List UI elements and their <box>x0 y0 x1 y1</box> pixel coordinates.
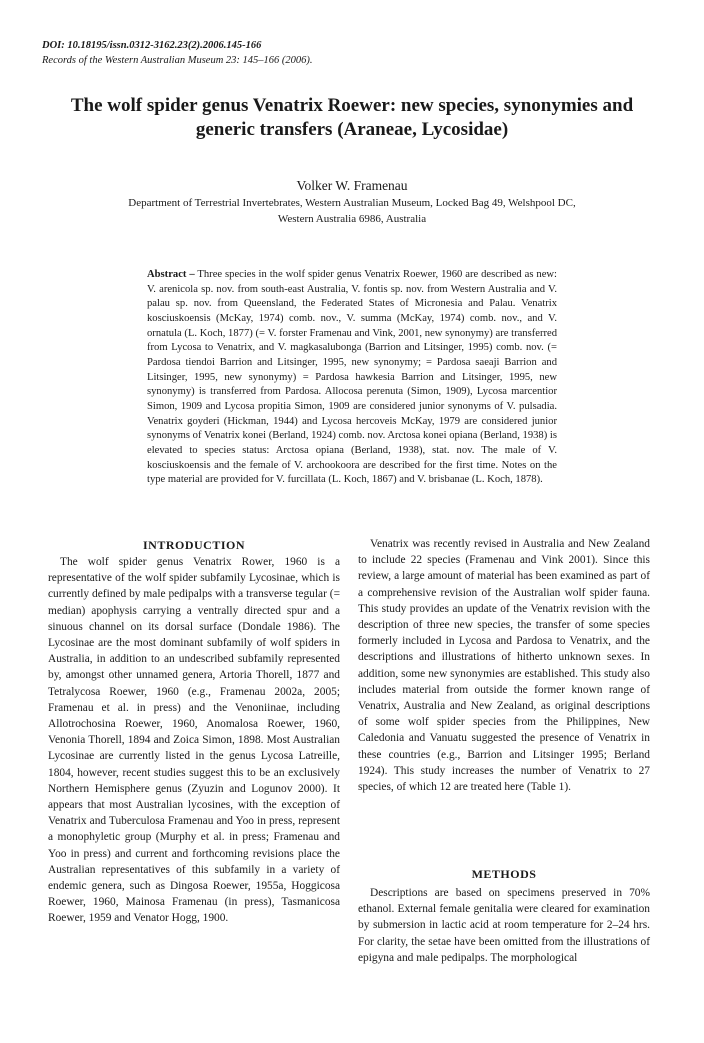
abstract-text: Three species in the wolf spider genus Venatrix Roewer, 1960 are described as new: V. arenicola sp. nov. from south-east Australia, V. fontis sp. nov. from Western Australia and V. palau sp. nov. from Queensland, the Federated States of Micronesia and Palau. Venatrix kosciuskoensis (McKay, 1974) comb. nov., V. summa (McKay, 1974) comb. nov., and V. ornatula (L. Koch, 1877) (= V. forster Framenau and Vink, 2001, new synonymy) are transferred from Lycosa to Venatrix, and V. magkasalubonga (Barrion and Litsinger, 1995) comb. nov. (= Pardosa tiendoi Barrion and Litsinger, 1995, new synonymy; = Pardosa saeaji Barrion and Litsinger, 1995, new synonymy) = Pardosa hawkesia Barrion and Litsinger, 1995, new synonymy) is transferred from Pardosa. Allocosa perenuta (Simon, 1909), Lycosa marcentior Simon, 1909 and Lycosa propitia Simon, 1909 are considered junior synonyms of V. pulsadia. Venatrix goyderi (Hickman, 1944) and Lycosa hercoveis McKay, 1979 are considered junior synonyms of Venatrix konei (Berland, 1924) comb. nov. Arctosa konei opiana (Berland, 1938) is elevated to species status: Arctosa opiana (Berland, 1938), stat. nov. The male of V. kosciuskoensis and the female of V. archookoora are described for the first time. Notes on the type material are provided for V. furcillata (L. Koch, 1867) and V. brisbanae (L. Koch, 1878). <box>147 269 557 486</box>
doi-line: DOI: 10.18195/issn.0312-3162.23(2).2006.145-166 <box>42 40 262 51</box>
author-name: Volker W. Framenau <box>296 178 408 193</box>
introduction-heading: INTRODUCTION <box>142 538 245 552</box>
author-affiliation: Department of Terrestrial Invertebrates, Western Australian Museum, Locked Bag 49, Welshpool DC, Western Australia 6986, Australia <box>128 197 576 225</box>
methods-heading: METHODS <box>471 867 537 881</box>
left-column <box>48 536 340 927</box>
methods-paragraph-1: Descriptions are based on specimens preserved in 70% ethanol. External female genitalia were cleared for examination by submersion in lactic acid at room temperature for 2–24 hrs. For clarity, the setae have been omitted from the illustrations of epigyna and male pedipalps. The morphological <box>358 887 650 964</box>
journal-citation: Records of the Western Australian Museum 23: 145–166 (2006). <box>42 55 313 66</box>
abstract <box>147 268 557 488</box>
right-column <box>358 536 650 795</box>
abstract-label: Abstract – <box>147 269 195 280</box>
introduction-paragraph-1: The wolf spider genus Venatrix Rower, 1960 is a representative of the wolf spider subfamily Lycosinae, which is currently defined by male pedipalps with a transverse tegular (= median) apophysis carrying a ventrally directed spur and a sinuous channel on its dorsal surface (Dondale 1986). The Lycosinae are the most dominant subfamily of wolf spiders in Australia, in addition to an undescribed subfamily represented by, amongst other unnamed genera, Artoria Thorell, 1877 and Tetralycosa Roewer, 1960 (e.g., Framenau 2002a, 2005; Framenau et al. in press) and the Venoniinae, including Allotrochosina Roewer, 1960, Anomalosa Roewer, 1960, Venonia Thorell, 1894 and Zoica Simon, 1898. Most Australian Lycosinae are currently listed in the genus Lycosa Latreille, 1804, however, recent studies suggest this to be an exclusively Northern Hemisphere genus (Zyuzin and Logunov 2000). It appears that most Australian lycosines, with the exception of Venatrix and Tuberculosa Framenau and Yoo in press, represent a monophyletic group (Murphy et al. in press; Framenau and Yoo in press) and current and forthcoming revisions place the Australian representatives of this subfamily in a variety of endemic genera, such as Dingosa Roewer, 1955a, Hoggicosa Roewer, 1960, Mainosa Framenau (in press), Tasmanicosa Roewer, 1959 and Venator Hogg, 1900. <box>48 556 340 925</box>
article-title: The wolf spider genus Venatrix Roewer: new species, synonymies and generic transfers (Araneae, Lycosidae) <box>70 95 634 140</box>
introduction-paragraph-2: Venatrix was recently revised in Australia and New Zealand to include 22 species (Framenau and Vink 2001). Since this review, a large amount of material has been examined as part of a comprehensive revision of the Australian wolf spider fauna. This study provides an update of the Venatrix revision with the description of three new species, the transfer of some species formerly included in Lycosa and Pardosa to Venatrix, and the descriptions and illustrations of hitherto unknown sexes. In addition, some new synonymies are established. This study also includes material from outside the former known range of Venatrix, Australia and New Zealand, as original descriptions of some wolf spider species from the Philippines, New Caledonia and Vanuatu suggested the presence of Venatrix in these countries (e.g., Barrion and Litsinger 1995; Berland 1924). This study increases the number of Venatrix to 27 species, of which 12 are treated here (Table 1). <box>358 538 650 794</box>
